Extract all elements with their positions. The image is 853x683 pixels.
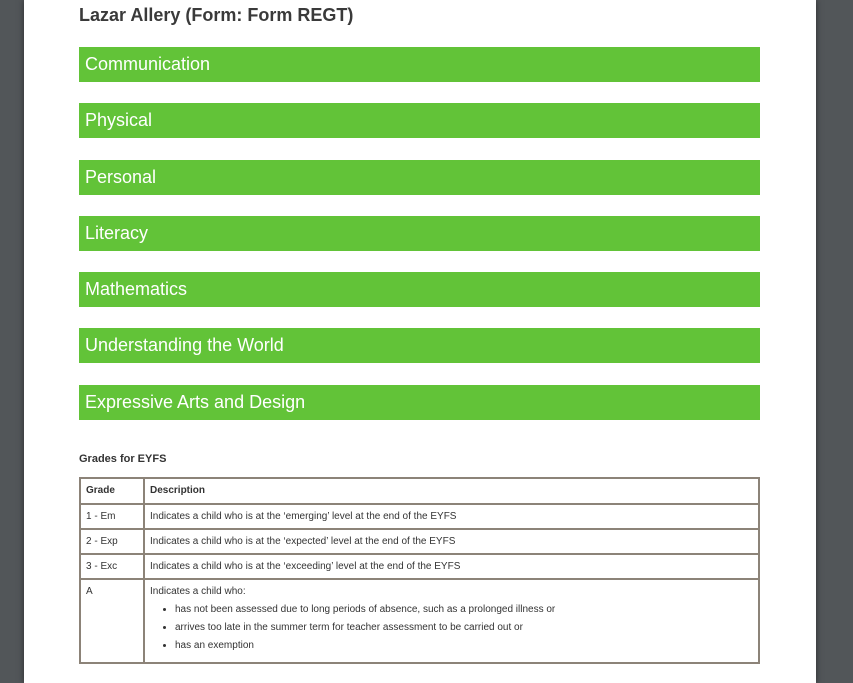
description-column-header: Description xyxy=(144,478,759,504)
section-expressive-arts-and-design: Expressive Arts and Design xyxy=(79,385,760,420)
section-list xyxy=(79,47,760,441)
list-item: • has not been assessed due to long periods of absence, such as a prolonged illness or xyxy=(175,603,753,616)
table-row xyxy=(80,529,759,554)
table-row xyxy=(80,554,759,579)
page-title: Lazar Allery (Form: Form REGT) xyxy=(79,5,354,25)
grades-title: Grades for EYFS xyxy=(79,453,167,465)
description-cell xyxy=(144,579,759,663)
section-literacy: Literacy xyxy=(79,216,760,251)
grades-table xyxy=(79,477,760,664)
description-cell: Indicates a child who is at the ‘exceeding’ level at the end of the EYFS xyxy=(144,554,759,579)
grade-cell: A xyxy=(80,579,144,663)
table-row xyxy=(80,504,759,529)
list-item: • has an exemption xyxy=(175,639,753,652)
document-page xyxy=(24,0,816,683)
section-personal: Personal xyxy=(79,160,760,195)
table-header-row xyxy=(80,478,759,504)
section-communication: Communication xyxy=(79,47,760,82)
list-item: • arrives too late in the summer term for teacher assessment to be carried out or xyxy=(175,621,753,634)
section-understanding-the-world: Understanding the World xyxy=(79,328,760,363)
description-bullet-list xyxy=(150,603,753,652)
description-cell: Indicates a child who is at the ‘emerging’ level at the end of the EYFS xyxy=(144,504,759,529)
description-cell: Indicates a child who is at the ‘expected’ level at the end of the EYFS xyxy=(144,529,759,554)
grade-cell: 1 - Em xyxy=(80,504,144,529)
grade-cell: 2 - Exp xyxy=(80,529,144,554)
section-mathematics: Mathematics xyxy=(79,272,760,307)
table-row xyxy=(80,579,759,663)
section-physical: Physical xyxy=(79,103,760,138)
grade-column-header: Grade xyxy=(80,478,144,504)
description-intro: Indicates a child who: xyxy=(150,586,246,597)
grade-cell: 3 - Exc xyxy=(80,554,144,579)
